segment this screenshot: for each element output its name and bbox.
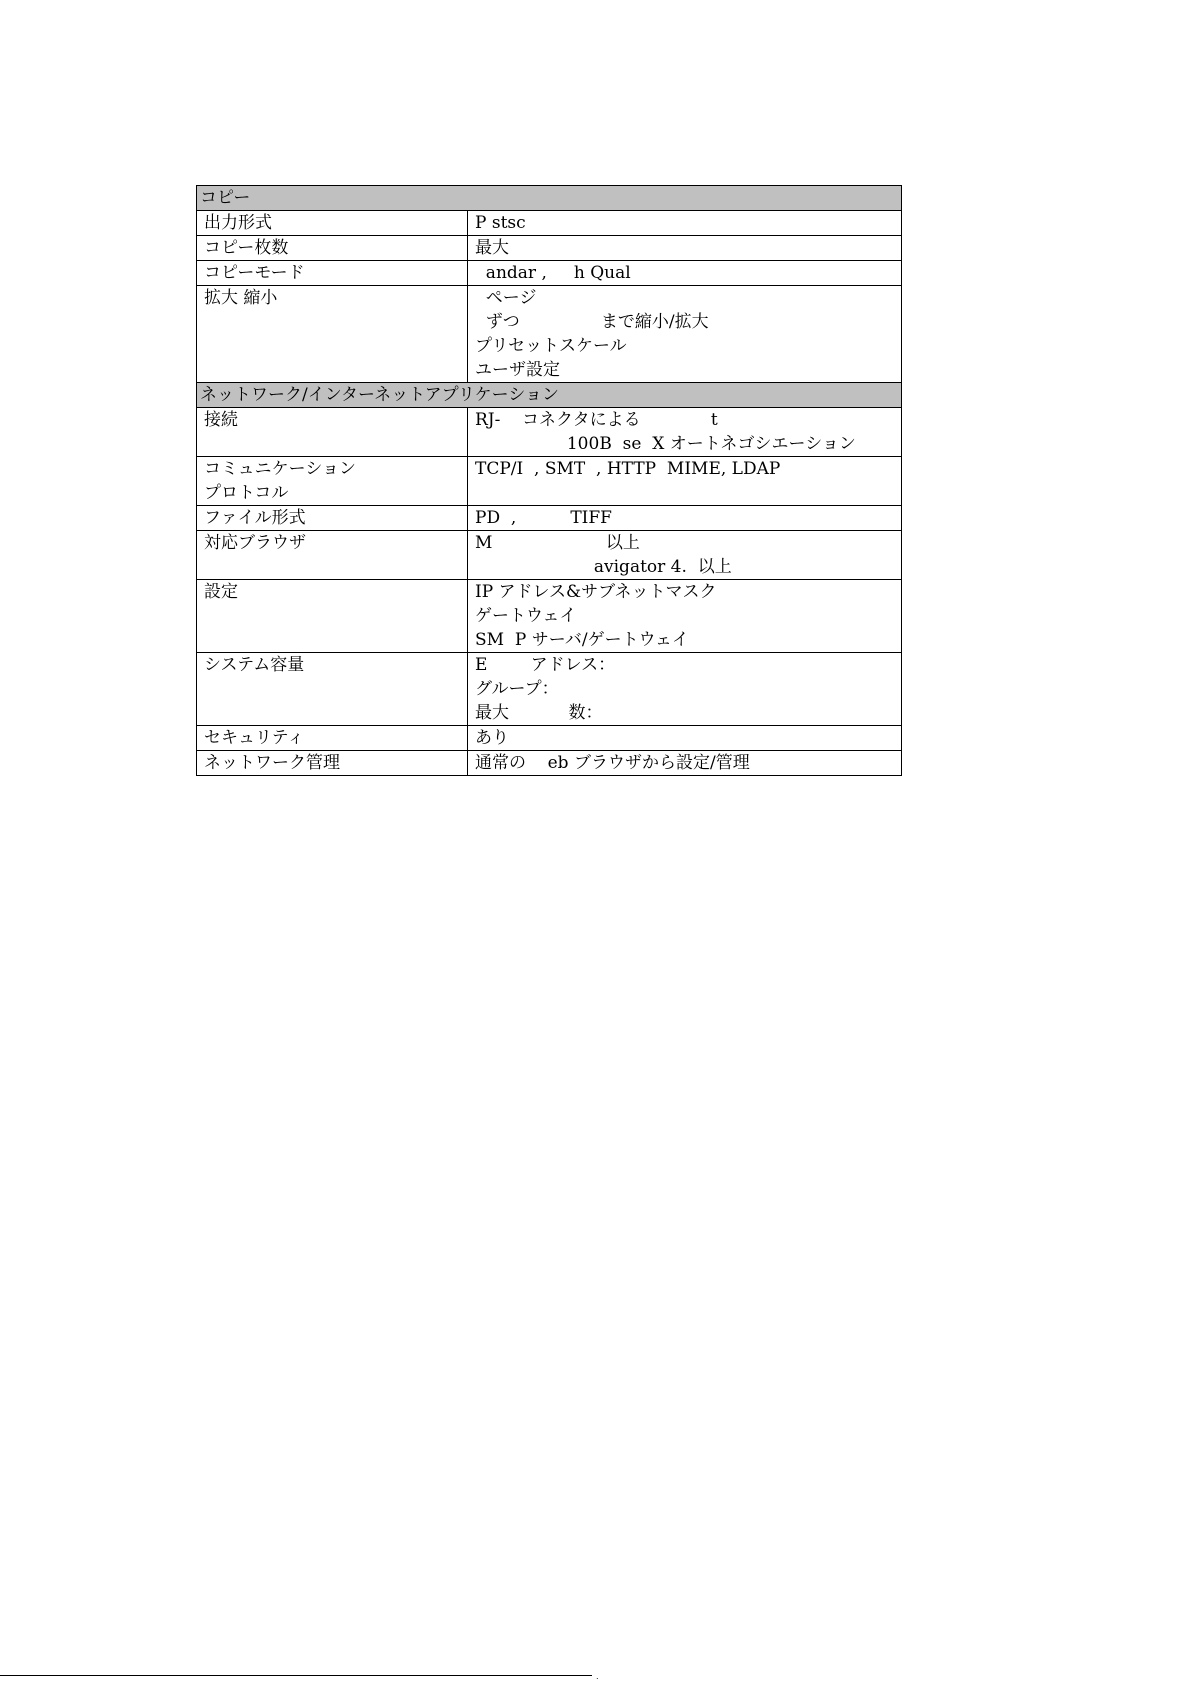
row-value: [468, 726, 902, 751]
section-header-row: [197, 383, 902, 408]
row-value: [468, 457, 902, 506]
table-row: [197, 286, 902, 383]
table-row: [197, 261, 902, 286]
footnote-mark: .: [596, 1672, 599, 1681]
label-line: 対応ブラウザ: [204, 533, 306, 553]
table-row: [197, 457, 902, 506]
row-value: [468, 653, 902, 726]
spec-table: [196, 185, 902, 776]
row-value: [468, 211, 902, 236]
table-row: [197, 726, 902, 751]
table-row: [197, 506, 902, 531]
row-label: [197, 408, 468, 457]
row-value: [468, 286, 902, 383]
row-label: [197, 506, 468, 531]
value-line: andar , h Qual: [475, 263, 631, 283]
value-line: RJ- コネクタによる t: [475, 410, 718, 430]
value-line: PD , TIFF: [475, 508, 612, 528]
label-line: システム容量: [204, 655, 305, 675]
row-label: [197, 457, 468, 506]
row-value: [468, 751, 902, 776]
footnote-divider: [0, 1675, 592, 1676]
row-label: [197, 286, 468, 383]
section-title: コピー: [197, 186, 902, 211]
value-line: M 以上: [475, 533, 640, 553]
row-value: [468, 580, 902, 653]
section-header-row: [197, 186, 902, 211]
label-line: 拡大 縮小: [204, 288, 278, 308]
value-line: IP アドレス&サブネットマスク: [475, 582, 717, 602]
section-title: ネットワーク/インターネットアプリケーション: [197, 383, 902, 408]
row-value: [468, 261, 902, 286]
value-line: 通常の eb ブラウザから設定/管理: [475, 753, 750, 773]
label-line: ファイル形式: [204, 508, 306, 528]
label-line: 接続: [204, 410, 238, 430]
table-row: [197, 653, 902, 726]
row-label: [197, 726, 468, 751]
value-line: プリセットスケール: [475, 336, 627, 356]
value-line: ユーザ設定: [475, 360, 560, 380]
value-line: TCP/I , SMT , HTTP MIME, LDAP: [475, 459, 781, 479]
label-line: コピー枚数: [204, 238, 289, 258]
value-line: ずつ まで縮小/拡大: [475, 312, 709, 332]
row-label: [197, 261, 468, 286]
table-row: [197, 236, 902, 261]
row-label: [197, 531, 468, 580]
row-value: [468, 506, 902, 531]
label-line: ネットワーク管理: [204, 753, 340, 773]
row-label: [197, 211, 468, 236]
table-row: [197, 408, 902, 457]
label-line: プロトコル: [204, 483, 289, 503]
table-row: [197, 211, 902, 236]
value-line: SM P サーバ/ゲートウェイ: [475, 630, 689, 650]
label-line: 出力形式: [204, 213, 272, 233]
row-value: [468, 236, 902, 261]
value-line: 100B se X オートネゴシエーション: [475, 434, 856, 454]
label-line: コミュニケーション: [204, 459, 356, 479]
value-line: 最大 数：: [475, 703, 603, 723]
row-label: [197, 580, 468, 653]
row-label: [197, 653, 468, 726]
value-line: 最大: [475, 238, 509, 258]
value-line: avigator 4. 以上: [475, 557, 732, 577]
table-row: [197, 580, 902, 653]
value-line: あり: [475, 728, 509, 748]
row-value: [468, 408, 902, 457]
table-row: [197, 751, 902, 776]
row-value: [468, 531, 902, 580]
row-label: [197, 236, 468, 261]
table-row: [197, 531, 902, 580]
value-line: ゲートウェイ: [475, 606, 577, 626]
value-line: グループ：: [475, 679, 559, 699]
row-label: [197, 751, 468, 776]
value-line: E アドレス：: [475, 655, 616, 675]
label-line: 設定: [204, 582, 238, 602]
label-line: コピーモード: [204, 263, 305, 283]
value-line: ページ: [475, 288, 537, 308]
label-line: セキュリティ: [204, 728, 305, 748]
value-line: P stsc: [475, 213, 526, 233]
